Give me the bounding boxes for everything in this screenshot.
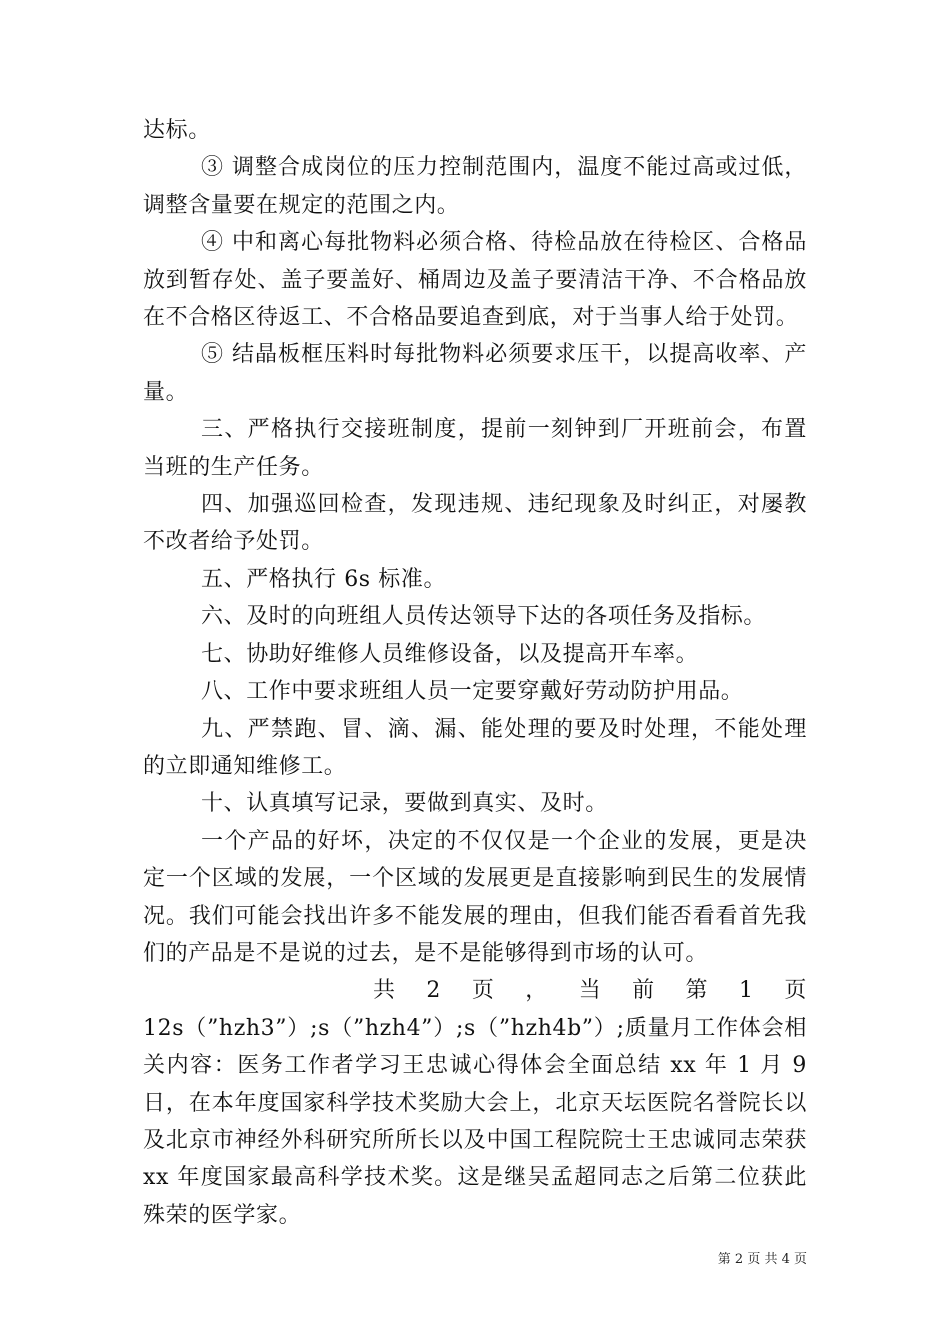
document-body xyxy=(143,112,807,1234)
tail-paragraph: 12s（”hzh3”）;s（”hzh4”）;s（”hzh4b”）;质量月工作体会相关内容：医务工作者学习王忠诚心得体会全面总结 xx 年 1 月 9 日，在本年度国家科学技术奖励大会上，北京天坛医院名誉院长以及北京市神经外科研究所所长以及中国工程院院士王忠诚同志荣获 xx 年度国家最高科学技术奖。这是继吴孟超同志之后第二位获此殊荣的医学家。 xyxy=(143,1015,807,1228)
page-count-char: ， xyxy=(525,978,548,1004)
paragraph: 五、严格执行 6s 标准。 xyxy=(201,566,447,592)
paragraph: 达标。 xyxy=(143,118,211,143)
page-count-line xyxy=(143,972,807,1009)
page-count-char: 前 xyxy=(632,978,655,1004)
paragraph: 四、加强巡回检查，发现违规、违纪现象及时纠正，对屡教不改者给予处罚。 xyxy=(143,492,807,555)
paragraph: 六、及时的向班组人员传达领导下达的各项任务及指标。 xyxy=(201,604,767,630)
page-count-char: 1 xyxy=(738,978,754,1004)
paragraph: 八、工作中要求班组人员一定要穿戴好劳动防护用品。 xyxy=(201,679,744,705)
page-count-char: 页 xyxy=(471,978,495,1004)
paragraph: 七、协助好维修人员维修设备，以及提高开车率。 xyxy=(201,641,699,667)
paragraph: ③ 调整合成岗位的压力控制范围内，温度不能过高或过低，调整含量要在规定的范围之内。 xyxy=(143,155,807,218)
page-count-char: 2 xyxy=(426,978,442,1004)
paragraph: ④ 中和离心每批物料必须合格、待检品放在待检区、合格品放到暂存处、盖子要盖好、桶周边及盖子要清洁干净、不合格品放在不合格区待返工、不合格品要追查到底，对于当事人给于处罚。 xyxy=(143,230,807,331)
paragraph: ⑤ 结晶板框压料时每批物料必须要求压干，以提高收率、产量。 xyxy=(143,342,807,405)
page-count-char: 当 xyxy=(578,978,602,1004)
page-count-char: 页 xyxy=(784,978,807,1004)
page-footer: 第 2 页 共 4 页 xyxy=(717,1252,807,1267)
paragraph: 三、严格执行交接班制度，提前一刻钟到厂开班前会，布置当班的生产任务。 xyxy=(143,417,807,480)
page-count-char: 第 xyxy=(685,978,709,1004)
paragraph: 一个产品的好坏，决定的不仅仅是一个企业的发展，更是决定一个区域的发展，一个区域的发展更是直接影响到民生的发展情况。我们可能会找出许多不能发展的理由，但我们能否看看首先我们的产品是不是说的过去，是不是能够得到市场的认可。 xyxy=(143,828,807,966)
paragraph: 九、严禁跑、冒、滴、漏、能处理的要及时处理，不能处理的立即通知维修工。 xyxy=(143,716,807,779)
paragraph: 十、认真填写记录，要做到真实、及时。 xyxy=(201,791,608,817)
page-count-char: 共 xyxy=(373,978,396,1004)
